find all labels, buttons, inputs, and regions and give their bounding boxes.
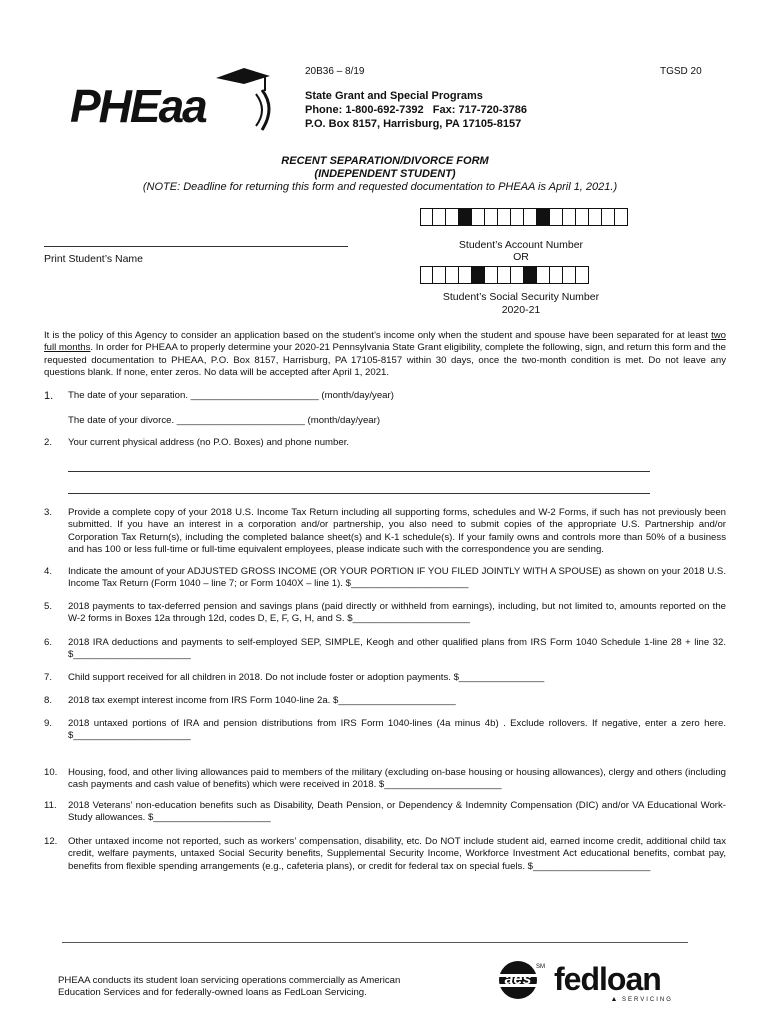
item-number: 6. xyxy=(44,637,53,648)
intro-part-1: It is the policy of this Agency to consider an application based on the student’s income only when the student and spouse have been separated for at least xyxy=(44,330,712,341)
item-number: 1. xyxy=(44,390,54,402)
item-address: Your current physical address (no P.O. Boxes) and phone number. xyxy=(68,437,350,448)
account-number-boxes[interactable] xyxy=(420,208,628,226)
title-line-1: RECENT SEPARATION/DIVORCE FORM xyxy=(281,155,489,167)
fedloan-text: fedloan xyxy=(554,961,661,997)
address-line: P.O. Box 8157, Harrisburg, PA 17105-8157 xyxy=(305,118,522,130)
form-code: 20B36 – 8/19 xyxy=(305,66,365,77)
digit-box[interactable] xyxy=(433,208,446,226)
tgsd-code: TGSD 20 xyxy=(660,66,702,77)
item-separation-date[interactable]: The date of your separation. ________________________ (month/day/year) xyxy=(68,390,394,401)
footer-divider xyxy=(62,942,688,943)
account-label: Student’s Account Number xyxy=(458,239,584,251)
item-number: 3. xyxy=(44,507,53,518)
title-line-2: (INDEPENDENT STUDENT) xyxy=(314,168,456,180)
item-tax-exempt[interactable]: 2018 tax exempt interest income from IRS Form 1040-line 2a. $______________________ xyxy=(68,695,456,706)
separator-box xyxy=(459,208,472,226)
digit-box[interactable] xyxy=(589,208,602,226)
digit-box[interactable] xyxy=(472,208,485,226)
agency-line: State Grant and Special Programs xyxy=(305,90,483,102)
digit-box[interactable] xyxy=(420,266,433,284)
or-label: OR xyxy=(513,251,529,263)
item-ira[interactable]: 2018 IRA deductions and payments to self-employed SEP, SIMPLE, Keogh and other qualified plans from IRS Form 1040 Schedule 1-line 28 + line 32. $______________________ xyxy=(68,637,726,661)
intro-part-2: . In order for PHEAA to properly determine your 2020-21 Pennsylvania State Grant eligibility, complete the following, sign, and return this form and the requested documentation to PHEAA, P.O. Box 8157, Harrisburg, PA 17105-8157 within 30 days, once the two-month condition is met. Do not leave any questions blank. If none, enter zeros. No data will be accepted after April 1, 2021. xyxy=(44,342,727,378)
digit-box[interactable] xyxy=(563,208,576,226)
digit-box[interactable] xyxy=(498,266,511,284)
digit-box[interactable] xyxy=(511,208,524,226)
intro-underlined: two full months xyxy=(44,330,726,354)
item-number: 7. xyxy=(44,672,53,683)
item-number: 11. xyxy=(44,800,57,811)
digit-box[interactable] xyxy=(550,266,563,284)
digit-box[interactable] xyxy=(433,266,446,284)
digit-box[interactable] xyxy=(563,266,576,284)
deadline-note: (NOTE: Deadline for returning this form and requested documentation to PHEAA is April 1, 2021.) xyxy=(142,181,618,193)
logo-text: PHEaa xyxy=(70,80,206,132)
form-title xyxy=(0,155,770,181)
item-number: 12. xyxy=(44,836,58,847)
item-number: 4. xyxy=(44,566,53,577)
item-tax-return: Provide a complete copy of your 2018 U.S. Income Tax Return including all supporting forms, schedules and W-2 Forms, if such has not previously been submitted. If you have an interest in a corporation and/or partnership, you also need to submit copies of the appropriate U.S. Partnership and/or Corporation Tax Return(s), including the completed balance sheet(s) and K-1 schedule(s). If your family owns and controls more than 50% of a business and has 100 or less full-time or full-time equivalent employees, please indicate such with the correspondence you are sending. xyxy=(68,507,726,555)
separator-box xyxy=(537,208,550,226)
separator-box xyxy=(472,266,485,284)
student-name-label: Print Student’s Name xyxy=(44,253,144,265)
digit-box[interactable] xyxy=(550,208,563,226)
address-line-2[interactable] xyxy=(68,493,650,494)
item-number: 8. xyxy=(44,695,53,706)
digit-box[interactable] xyxy=(524,208,537,226)
item-number: 2. xyxy=(44,437,53,448)
digit-box[interactable] xyxy=(576,208,589,226)
item-untaxed-ira[interactable]: 2018 untaxed portions of IRA and pension distributions from IRS Form 1040-lines (4a minus 4b) . Exclude rollovers. If negative, enter a zero here. $______________________ xyxy=(68,718,726,742)
item-number: 5. xyxy=(44,601,53,612)
aes-logo-text: aes xyxy=(504,971,532,988)
item-agi[interactable]: Indicate the amount of your ADJUSTED GROSS INCOME (OR YOUR PORTION IF YOU FILED JOINTLY WITH A SPOUSE) as shown on your 2018 U.S. Income Tax Return (Form 1040 – line 7; or Form 1040X – line 1). $______________________ xyxy=(68,566,726,590)
student-name-field[interactable] xyxy=(44,246,348,247)
address-line-1[interactable] xyxy=(68,471,650,472)
phone-line: Phone: 1-800-692-7392 Fax: 717-720-3786 xyxy=(305,104,527,116)
footer-text: PHEAA conducts its student loan servicing operations commercially as American Education Services and for federally-owned loans as FedLoan Servicing. xyxy=(58,975,401,999)
item-number: 10. xyxy=(44,767,58,778)
item-pension[interactable]: 2018 payments to tax-deferred pension and savings plans (paid directly or withheld from earnings), including, but not limited to, amounts reported on the W-2 forms in Boxes 12a through 12d, codes D, E, F, G, H, and S. $______________________ xyxy=(68,601,726,625)
digit-box[interactable] xyxy=(485,266,498,284)
item-veterans[interactable]: 2018 Veterans’ non-education benefits such as Disability, Death Pension, or Dependency & Indemnity Compensation (DIC) and/or VA Educational Work-Study allowances. $______________________ xyxy=(68,800,726,824)
sm-mark: SM xyxy=(536,964,545,970)
ssn-boxes[interactable] xyxy=(420,266,589,284)
digit-box[interactable] xyxy=(498,208,511,226)
digit-box[interactable] xyxy=(459,266,472,284)
digit-box[interactable] xyxy=(576,266,589,284)
item-military[interactable]: Housing, food, and other living allowances paid to members of the military (excluding on-base housing or housing allowances), clergy and others (including cash payments and cash value of benefits) which were received in 2018. $______________________ xyxy=(68,767,726,791)
item-child-support[interactable]: Child support received for all children in 2018. Do not include foster or adoption payments. $________________ xyxy=(68,672,545,683)
digit-box[interactable] xyxy=(602,208,615,226)
digit-box[interactable] xyxy=(446,208,459,226)
digit-box[interactable] xyxy=(537,266,550,284)
pheaa-logo xyxy=(66,64,276,144)
item-other-untaxed[interactable]: Other untaxed income not reported, such as workers’ compensation, disability, etc. Do NOT include student aid, earned income credit, additional child tax credit, welfare payments, untaxed Social Security benefits, Supplemental Security Income, Workforce Investment Act educational benefits, combat pay, benefits from flexible spending arrangements (e.g., cafeteria plans), or credit for federal tax on special fuels. $______________________ xyxy=(68,836,726,872)
intro-paragraph xyxy=(44,330,726,379)
separator-box xyxy=(524,266,537,284)
ssn-label: Student’s Social Security Number xyxy=(442,291,600,303)
digit-box[interactable] xyxy=(420,208,433,226)
digit-box[interactable] xyxy=(511,266,524,284)
year-label: 2020-21 xyxy=(501,304,541,316)
digit-box[interactable] xyxy=(446,266,459,284)
aes-logo xyxy=(498,960,544,1000)
digit-box[interactable] xyxy=(615,208,628,226)
item-number: 9. xyxy=(44,718,53,729)
item-divorce-date[interactable]: The date of your divorce. ________________________ (month/day/year) xyxy=(68,415,381,426)
servicing-text: SERVICING xyxy=(622,997,673,1003)
digit-box[interactable] xyxy=(485,208,498,226)
fedloan-logo xyxy=(552,958,678,1004)
